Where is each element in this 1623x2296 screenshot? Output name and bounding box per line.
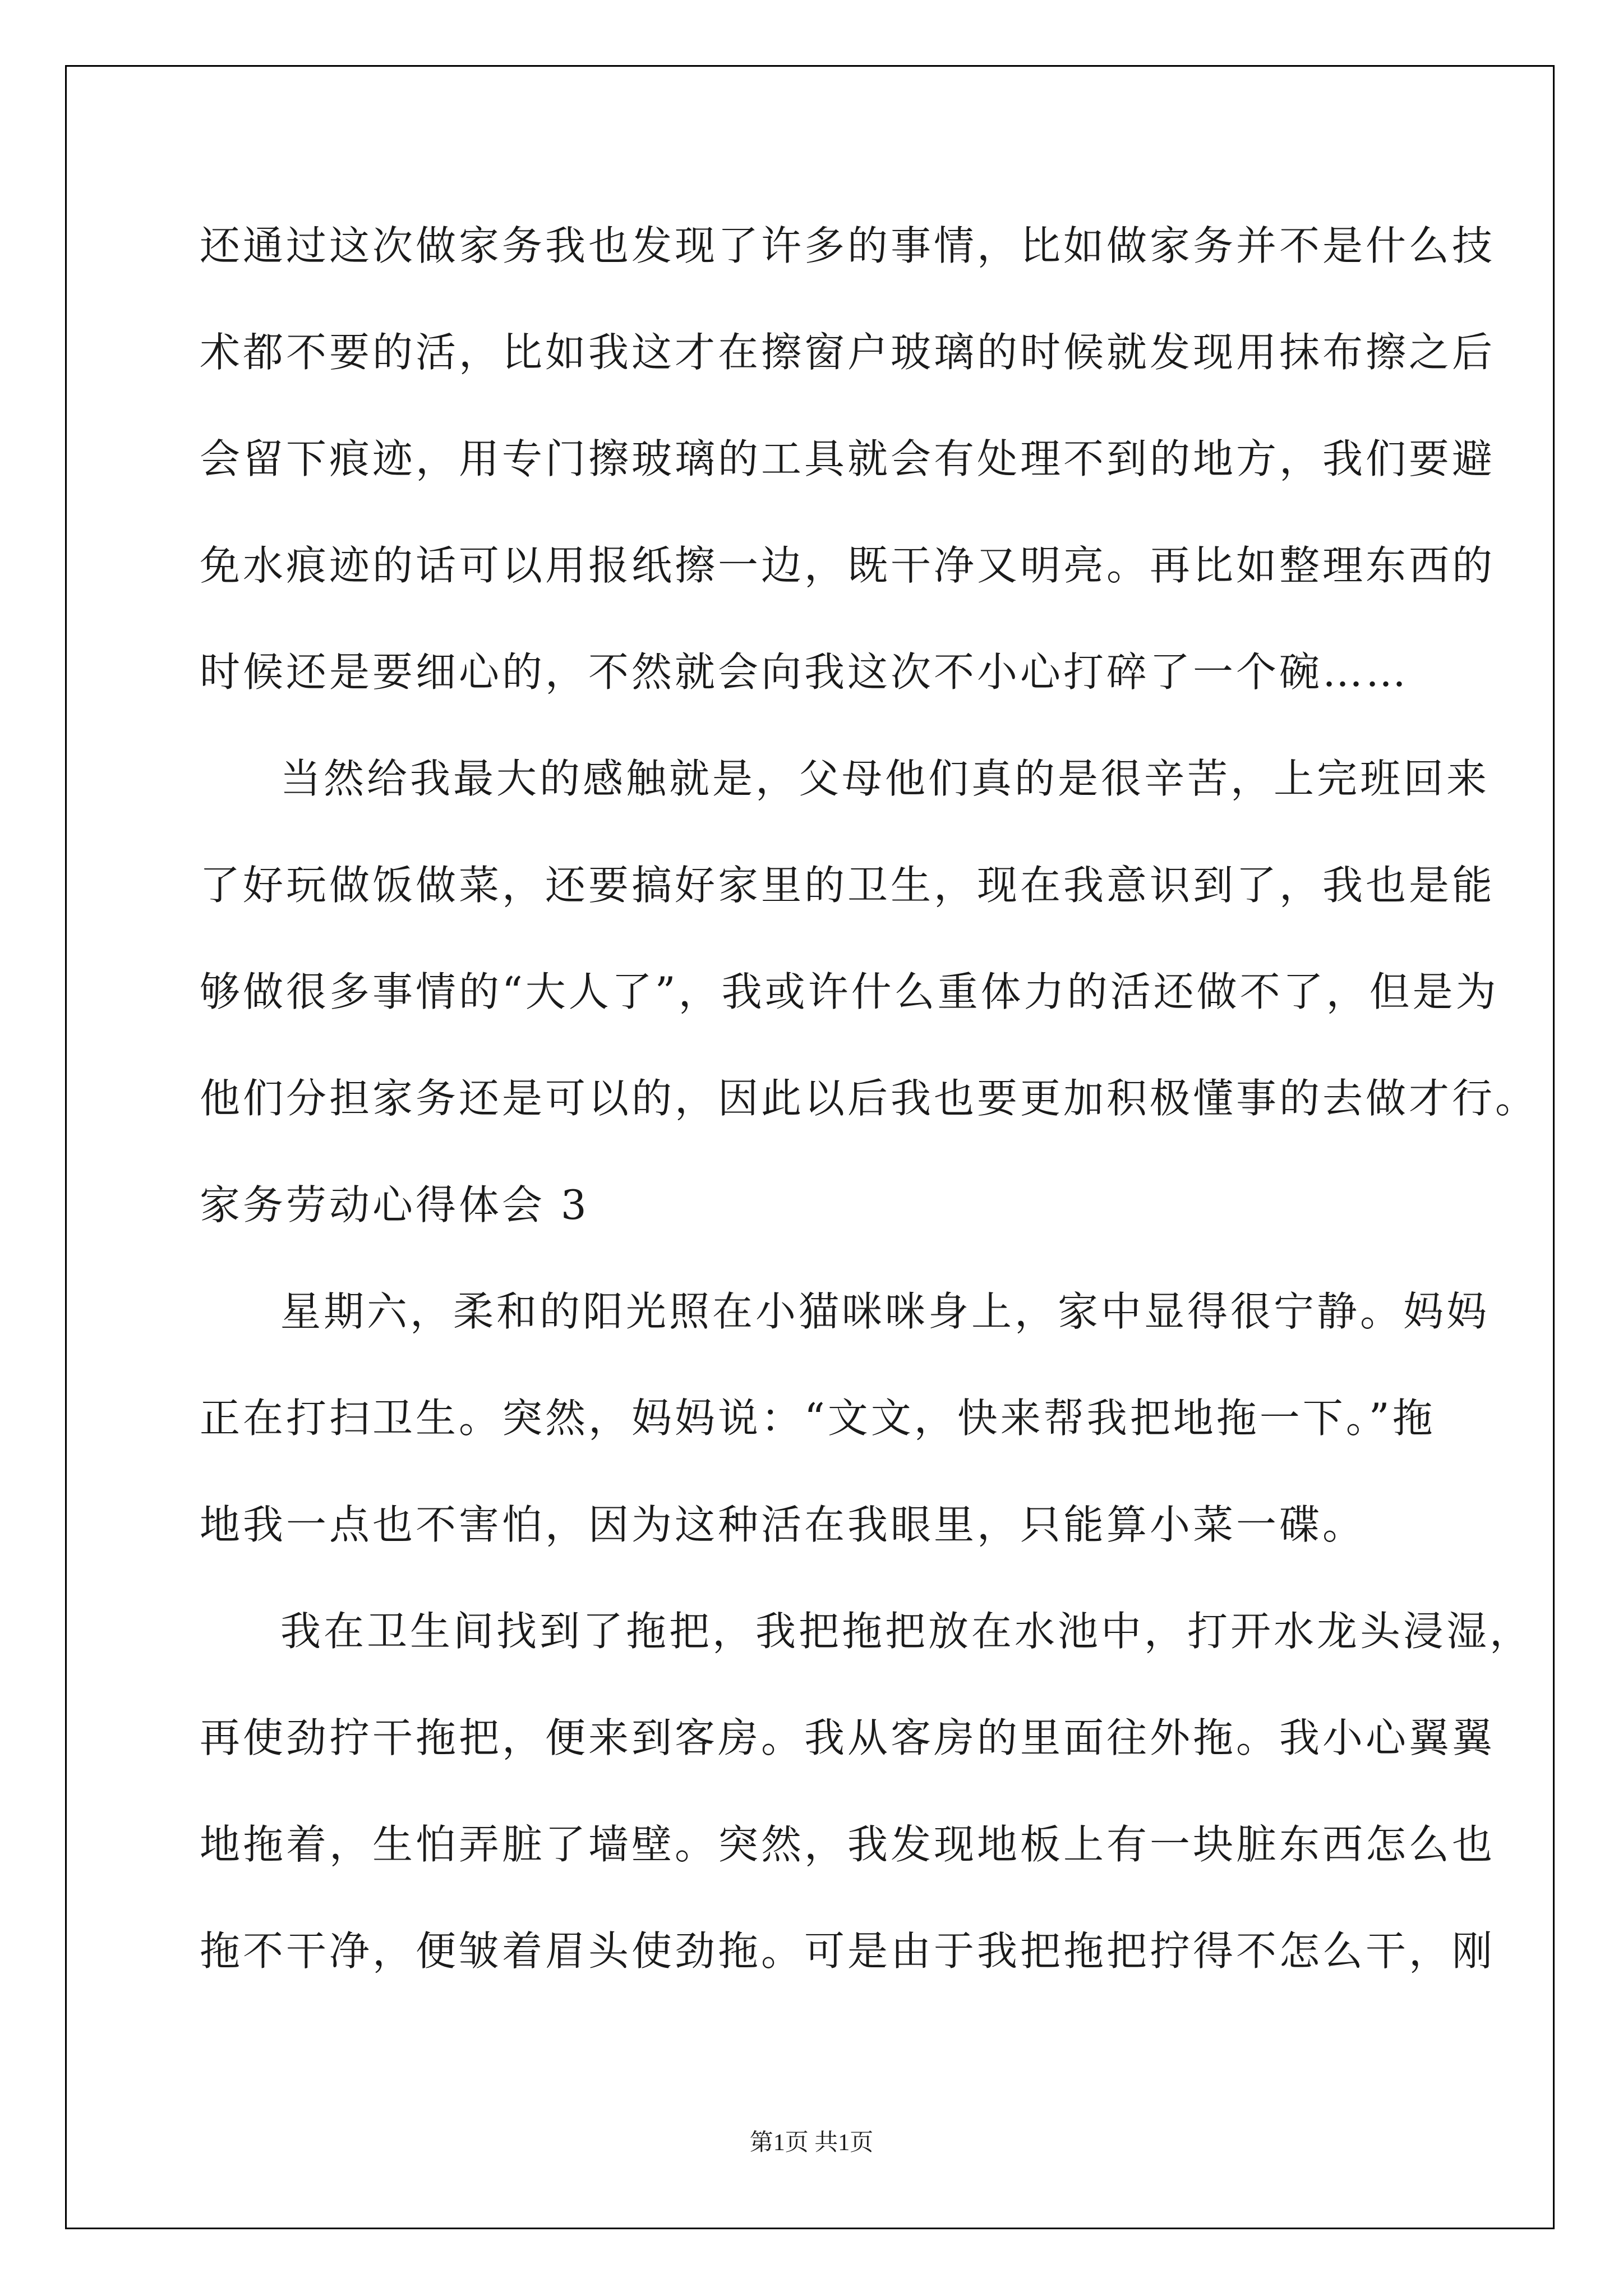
text-line: 术都不要的活，比如我这才在擦窗户玻璃的时候就发现用抹布擦之后	[200, 329, 1496, 376]
paragraph-start-line: 星期六，柔和的阳光照在小猫咪咪身上，家中显得很宁静。妈妈	[280, 1288, 1490, 1335]
text-line: 够做很多事情的“大人了”，我或许什么重体力的活还做不了，但是为	[200, 968, 1499, 1015]
text-line: 地我一点也不害怕，因为这种活在我眼里，只能算小菜一碟。	[200, 1501, 1366, 1548]
page-border	[65, 65, 1555, 2229]
text-line: 正在打扫卫生。突然，妈妈说：“文文，快来帮我把地拖一下。”拖	[200, 1395, 1436, 1442]
text-line: 再使劲拧干拖把，便来到客房。我从客房的里面往外拖。我小心翼翼	[200, 1714, 1496, 1761]
text-line: 了好玩做饭做菜，还要搞好家里的卫生，现在我意识到了，我也是能	[200, 862, 1496, 909]
text-line: 他们分担家务还是可以的，因此以后我也要更加积极懂事的去做才行。	[200, 1075, 1539, 1122]
text-line: 会留下痕迹，用专门擦玻璃的工具就会有处理不到的地方，我们要避	[200, 435, 1496, 482]
text-line: 还通过这次做家务我也发现了许多的事情，比如做家务并不是什么技	[200, 222, 1496, 269]
paragraph-start-line: 我在卫生间找到了拖把，我把拖把放在水池中，打开水龙头浸湿，	[280, 1608, 1533, 1655]
paragraph-start-line: 当然给我最大的感触就是，父母他们真的是很辛苦，上完班回来	[280, 755, 1490, 802]
section-heading: 家务劳动心得体会 3	[200, 1181, 589, 1228]
page-number-footer: 第1页 共1页	[749, 2130, 874, 2156]
text-line: 地拖着，生怕弄脏了墙壁。突然，我发现地板上有一块脏东西怎么也	[200, 1821, 1496, 1868]
text-line: 时候还是要细心的，不然就会向我这次不小心打碎了一个碗……	[200, 648, 1409, 696]
text-line: 拖不干净，便皱着眉头使劲拖。可是由于我把拖把拧得不怎么干，刚	[200, 1927, 1496, 1975]
text-line: 免水痕迹的话可以用报纸擦一边，既干净又明亮。再比如整理东西的	[200, 542, 1496, 589]
